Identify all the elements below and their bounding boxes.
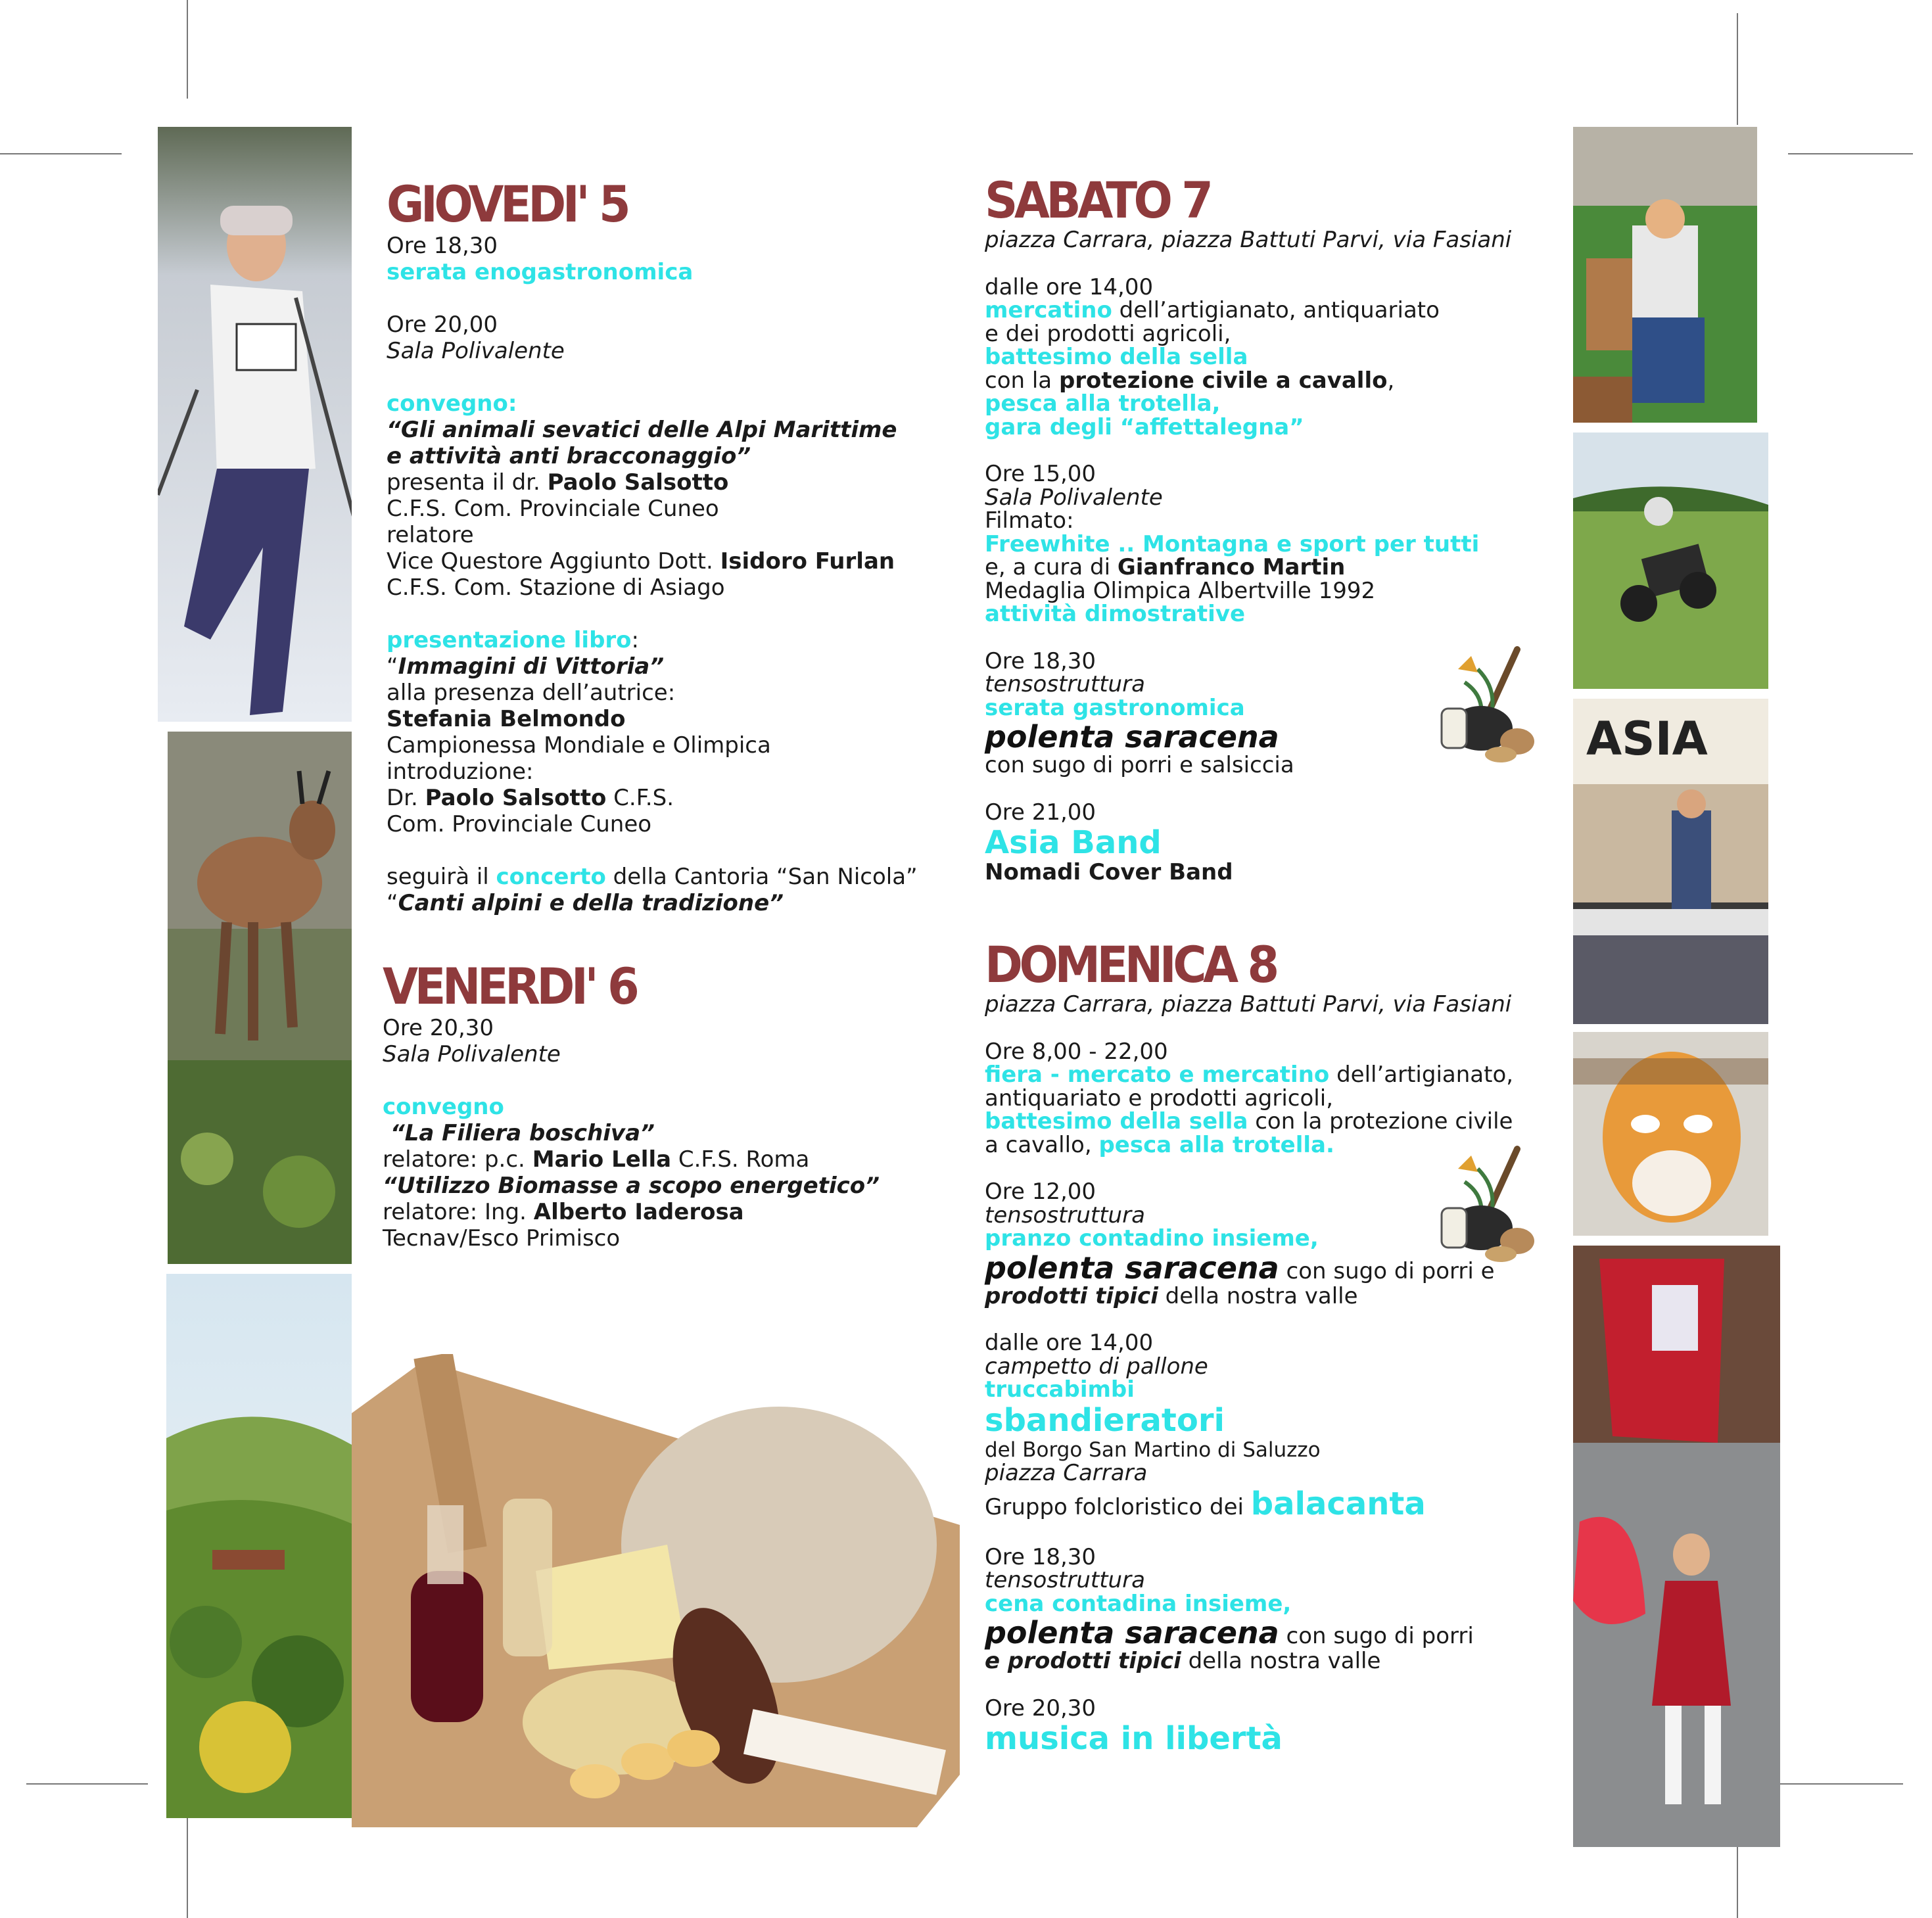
text-line: e dei prodotti agricoli, [985, 320, 1231, 347]
text-line: introduzione: [387, 759, 534, 785]
event: gara degli “affettalegna” [985, 413, 1304, 440]
text-line: C.F.S. Com. Provinciale Cuneo [387, 496, 719, 522]
venerdi-section [383, 958, 974, 1251]
venue: piazza Carrara [985, 1460, 1148, 1486]
event: battesimo della sella [985, 344, 1248, 370]
text-line: polenta saracena con sugo di porri e [985, 1250, 1495, 1286]
day-title: DOMENICA 8 [985, 935, 1276, 994]
event-title: “La Filiera boschiva” [383, 1120, 655, 1146]
text-line: Campionessa Mondiale e Olimpica [387, 732, 771, 759]
text-line: del Borgo San Martino di Saluzzo [985, 1438, 1321, 1462]
venue: Sala Polivalente [985, 484, 1163, 511]
time: dalle ore 14,00 [985, 1330, 1154, 1356]
event-title: e attività anti bracconaggio” [387, 443, 751, 469]
text-line: con sugo di porri e salsiccia [985, 752, 1294, 778]
atv-photo [1573, 433, 1768, 689]
day-title: GIOVEDI' 5 [387, 175, 628, 233]
time: Ore 20,30 [383, 1015, 494, 1041]
text-line: “Immagini di Vittoria” [387, 653, 665, 680]
venue: piazza Carrara, piazza Battuti Parvi, via Fasiani [985, 991, 1512, 1017]
event: pranzo contadino insieme, [985, 1225, 1319, 1251]
crop-mark [1737, 13, 1738, 125]
text-line: a cavallo, pesca alla trotella. [985, 1131, 1334, 1158]
event: pesca alla trotella, [985, 390, 1221, 417]
time: Ore 12,00 [985, 1179, 1096, 1205]
text-line: Tecnav/Esco Primisco [383, 1225, 621, 1251]
sabato-section [985, 172, 1563, 885]
text-line: seguirà il concerto della Cantoria “San Nicola” [387, 864, 918, 890]
time: Ore 15,00 [985, 461, 1096, 487]
event: truccabimbi [985, 1376, 1135, 1403]
time: Ore 21,00 [985, 799, 1096, 826]
time: dalle ore 14,00 [985, 273, 1154, 300]
event: serata gastronomica [985, 694, 1245, 721]
text-line: polenta saracena con sugo di porri [985, 1615, 1474, 1650]
text-line: presenta il dr. Paolo Salsotto [387, 469, 729, 496]
text-line: Com. Provinciale Cuneo [387, 811, 652, 837]
hills-photo [166, 1274, 352, 1818]
svg-text:ASIA: ASIA [1586, 712, 1708, 766]
event-title: “Utilizzo Biomasse a scopo energetico” [383, 1173, 880, 1199]
venue: Sala Polivalente [387, 338, 565, 364]
text-line: relatore [387, 522, 474, 548]
venue: tensostruttura [985, 1567, 1145, 1593]
day-title: VENERDI' 6 [383, 957, 636, 1016]
woodcutter-photo [1573, 127, 1757, 423]
text-line: “Canti alpini e della tradizione” [387, 890, 784, 916]
text-line: e prodotti tipici della nostra valle [985, 1648, 1381, 1674]
event: attività dimostrative [985, 601, 1246, 627]
crop-mark [187, 1817, 188, 1918]
band-subtitle: Nomadi Cover Band [985, 859, 1233, 885]
text-line: relatore: p.c. Mario Lella C.F.S. Roma [383, 1146, 810, 1173]
event: Freewhite .. Montagna e sport per tutti [985, 530, 1480, 557]
event: musica in libertà [985, 1720, 1283, 1757]
skier-photo [158, 127, 352, 722]
crop-mark [26, 1783, 148, 1785]
facepaint-photo [1573, 1032, 1768, 1236]
event: sbandieratori [985, 1401, 1225, 1439]
food-photo [352, 1354, 960, 1827]
giovedi-section [387, 176, 978, 916]
venue: Sala Polivalente [383, 1041, 561, 1067]
event-title: “Gli animali sevatici delle Alpi Marittime [387, 417, 897, 443]
venue: piazza Carrara, piazza Battuti Parvi, via Fasiani [985, 227, 1512, 253]
text-line: Gruppo folcloristico dei balacanta [985, 1485, 1426, 1522]
chamois-photo [168, 732, 352, 1264]
crop-mark [1778, 1783, 1903, 1785]
text-line: e, a cura di Gianfranco Martin [985, 554, 1346, 580]
text-line: alla presenza dell’autrice: [387, 680, 676, 706]
text-line: mercatino dell’artigianato, antiquariato [985, 297, 1440, 323]
text-line: antiquariato e prodotti agricoli, [985, 1085, 1334, 1111]
domenica-section [985, 937, 1563, 1757]
time: Ore 20,30 [985, 1695, 1096, 1721]
venue: tensostruttura [985, 1202, 1145, 1228]
person-name: Stefania Belmondo [387, 706, 626, 732]
band-name: Asia Band [985, 824, 1162, 861]
event: convegno [383, 1094, 504, 1120]
band-photo [1573, 699, 1768, 1024]
text-line: battesimo della sella con la protezione civile [985, 1108, 1513, 1134]
time: Ore 18,30 [985, 647, 1096, 674]
text-line: C.F.S. Com. Stazione di Asiago [387, 574, 725, 601]
venue: tensostruttura [985, 671, 1145, 697]
text-line: presentazione libro: [387, 627, 640, 653]
event: serata enogastronomica [387, 259, 694, 285]
crop-mark [187, 0, 188, 99]
crop-mark [1788, 153, 1913, 154]
event: cena contadina insieme, [985, 1590, 1292, 1617]
text-line: Vice Questore Aggiunto Dott. Isidoro Furlan [387, 548, 895, 574]
dish-name: polenta saracena [985, 719, 1279, 755]
text-line: Medaglia Olimpica Albertville 1992 [985, 577, 1376, 604]
time: Ore 20,00 [387, 312, 498, 338]
time: Ore 18,30 [387, 233, 498, 259]
venue: campetto di pallone [985, 1353, 1208, 1380]
crop-mark [0, 153, 122, 154]
flagwaver-photo [1573, 1246, 1780, 1847]
time: Ore 18,30 [985, 1543, 1096, 1570]
text-line: con la protezione civile a cavallo, [985, 367, 1395, 394]
time: Ore 8,00 - 22,00 [985, 1038, 1168, 1065]
day-title: SABATO 7 [985, 171, 1210, 229]
text-line: relatore: Ing. Alberto Iaderosa [383, 1199, 744, 1225]
text-line: prodotti tipici della nostra valle [985, 1282, 1358, 1309]
text-line: fiera - mercato e mercatino dell’artigianato, [985, 1062, 1514, 1088]
text-line: Dr. Paolo Salsotto C.F.S. [387, 785, 674, 811]
text-line: Filmato: [985, 507, 1074, 534]
event: convegno: [387, 390, 517, 417]
